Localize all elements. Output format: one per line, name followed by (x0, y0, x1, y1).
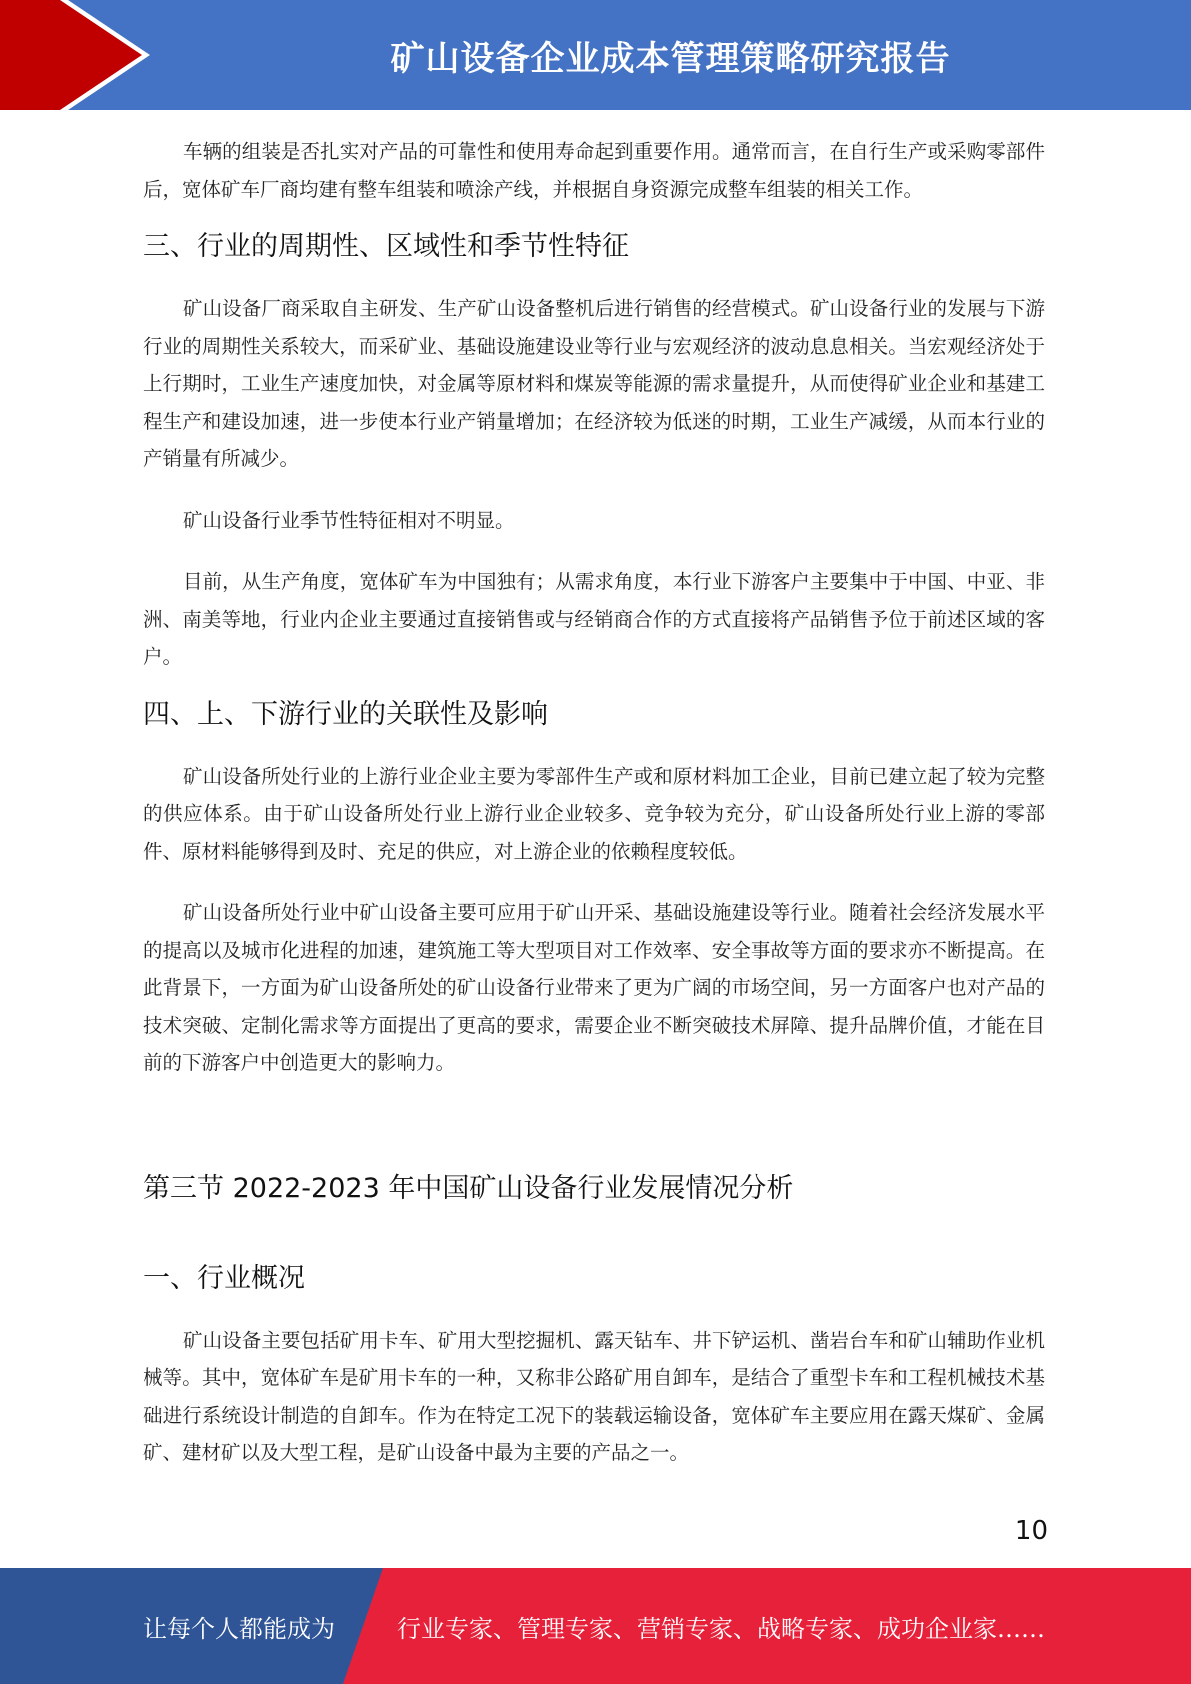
main-content (143, 133, 1045, 1472)
paragraph: 矿山设备行业季节性特征相对不明显。 (183, 508, 515, 532)
footer-slogan-right: 行业专家、管理专家、营销专家、战略专家、成功企业家…… (397, 1614, 1045, 1643)
paragraph: 矿山设备所处行业的上游行业企业主要为零部件生产或和原材料加工企业，目前已建立起了较为完整的供应体系。由于矿山设备所处行业上游行业企业较多、竞争较为充分，矿山设备所处行业上游的零部件、原材料能够得到及时、充足的供应，对上游企业的依赖程度较低。 (143, 764, 1045, 863)
section-heading-cyclicality: 三、行业的周期性、区域性和季节性特征 (143, 231, 629, 262)
section-heading-industry-overview: 一、行业概况 (143, 1262, 305, 1294)
paragraph: 目前，从生产角度，宽体矿车为中国独有；从需求角度，本行业下游客户主要集中于中国、中亚、非洲、南美等地，行业内企业主要通过直接销售或与经销商合作的方式直接将产品销售予位于前述区域的客户。 (143, 570, 1045, 668)
paragraph: 矿山设备所处行业中矿山设备主要可应用于矿山开采、基础设施建设等行业。随着社会经济发展水平的提高以及城市化进程的加速，建筑施工等大型项目对工作效率、安全事故等方面的要求亦不断提高。在此背景下，一方面为矿山设备所处的矿山设备行业带来了更为广阔的市场空间，另一方面客户也对产品的技术突破、定制化需求等方面提出了更高的要求，需要企业不断突破技术屏障、提升品牌价值，才能在目前的下游客户中创造更大的影响力。 (143, 901, 1045, 1074)
footer-banner (0, 1568, 1191, 1684)
intro-paragraph: 车辆的组装是否扎实对产品的可靠性和使用寿命起到重要作用。通常而言，在自行生产或采购零部件后，宽体矿车厂商均建有整车组装和喷涂产线，并根据自身资源完成整车组装的相关工作。 (143, 140, 1045, 201)
paragraph: 矿山设备主要包括矿用卡车、矿用大型挖掘机、露天钻车、井下铲运机、凿岩台车和矿山辅助作业机械等。其中，宽体矿车是矿用卡车的一种，又称非公路矿用自卸车，是结合了重型卡车和工程机械技术基础进行系统设计制造的自卸车。作为在特定工况下的装载运输设备，宽体矿车主要应用在露天煤矿、金属矿、建材矿以及大型工程，是矿山设备中最为主要的产品之一。 (143, 1328, 1045, 1464)
section-heading-upstream-downstream: 四、上、下游行业的关联性及影响 (143, 698, 548, 730)
paragraph: 矿山设备厂商采取自主研发、生产矿山设备整机后进行销售的经营模式。矿山设备行业的发展与下游行业的周期性关系较大，而采矿业、基础设施建设业等行业与宏观经济的波动息息相关。当宏观经济处于上行期时，工业生产速度加快，对金属等原材料和煤炭等能源的需求量提升，从而使得矿业企业和基建工程生产和建设加速，进一步使本行业产销量增加；在经济较为低迷的时期，工业生产减缓，从而本行业的产销量有所减少。 (143, 297, 1045, 470)
footer-slogan-left: 让每个人都能成为 (143, 1614, 335, 1643)
page-number: 10 (1014, 1516, 1048, 1546)
report-title: 矿山设备企业成本管理策略研究报告 (390, 38, 951, 79)
chapter-section-heading: 第三节 2022-2023 年中国矿山设备行业发展情况分析 (143, 1172, 794, 1204)
header-banner (0, 0, 1191, 110)
